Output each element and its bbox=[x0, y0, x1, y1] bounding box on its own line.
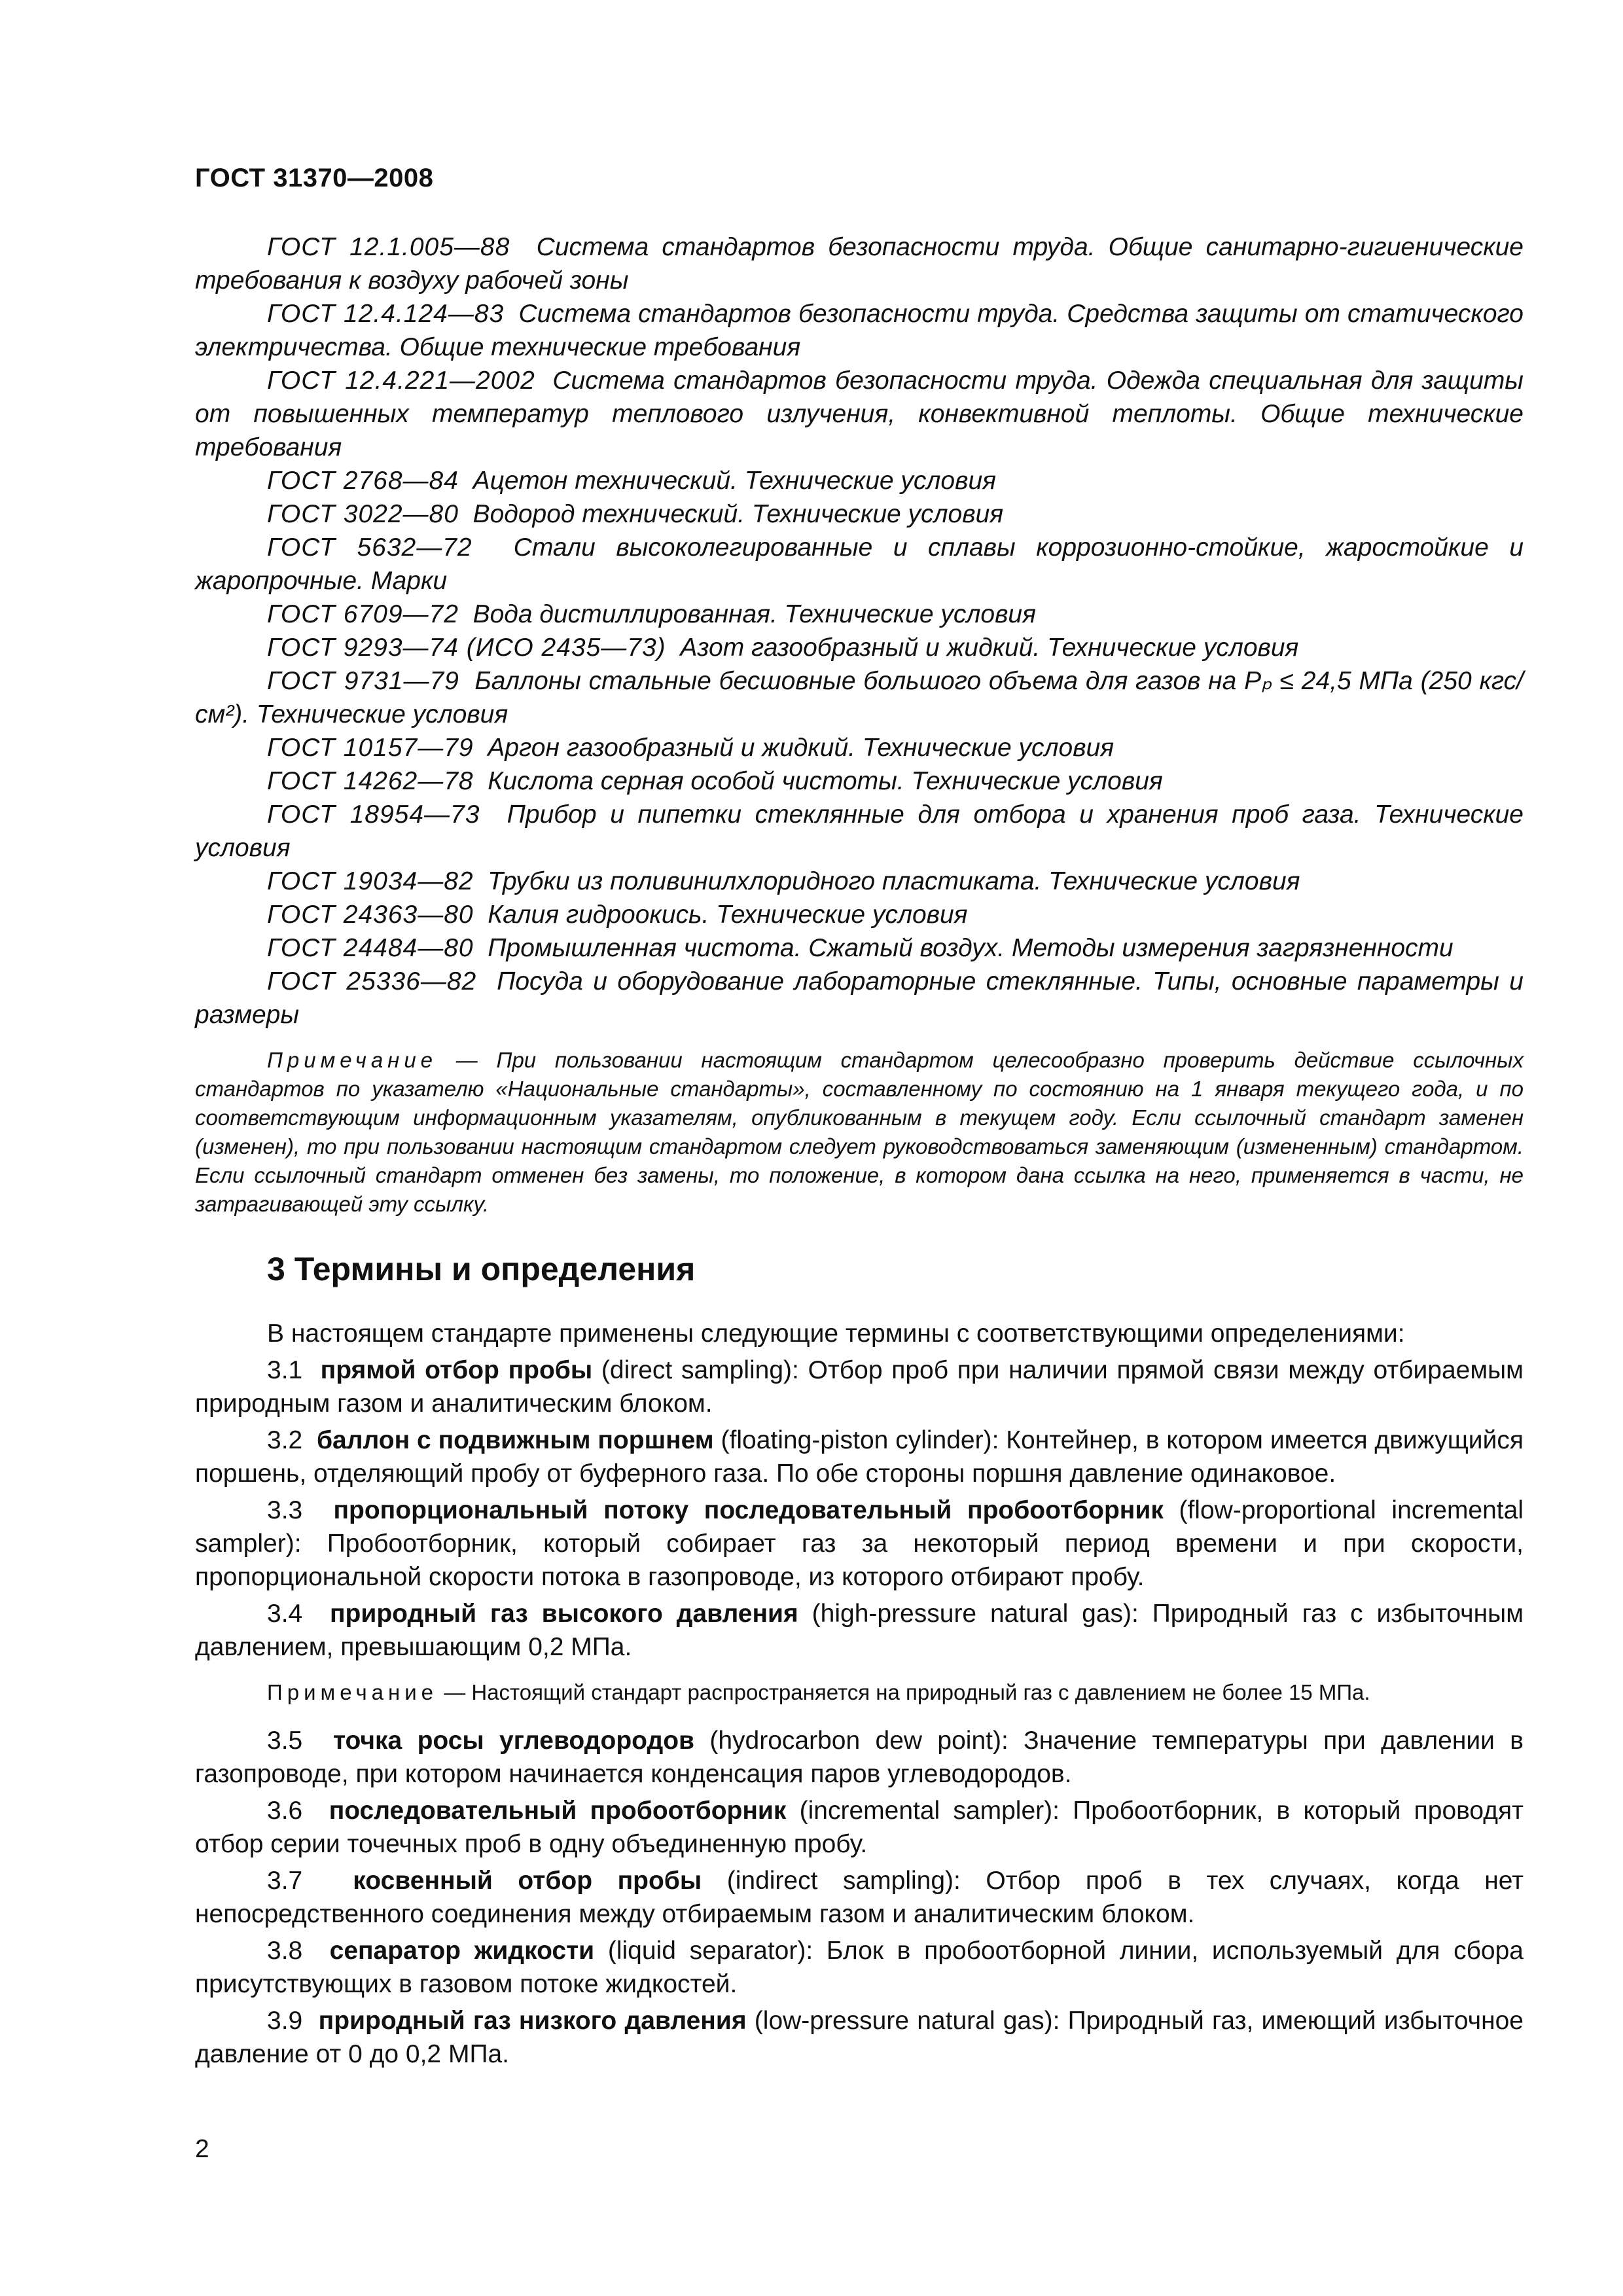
reference-code: ГОСТ 5632—72 bbox=[267, 533, 473, 562]
term-text: (incremental sampler): Пробоотборник, в который проводят отбор серии точечных проб в одну объединенную пробу. bbox=[195, 1797, 1524, 1858]
reference-item bbox=[195, 497, 1524, 531]
reference-code: ГОСТ 6709—72 bbox=[267, 600, 459, 628]
reference-title: Система стандартов безопасности труда. Средства защиты от статического электричества. Общие технические требования bbox=[195, 300, 1524, 361]
term-name: баллон с подвижным поршнем bbox=[316, 1426, 714, 1454]
note-label: Примечание bbox=[267, 1048, 438, 1072]
term-text: (low-pressure natural gas): Природный газ, имеющий избыточное давление от 0 до 0,2 МПа. bbox=[195, 2007, 1524, 2068]
term-number: 3.8 bbox=[267, 1937, 303, 1965]
reference-code: ГОСТ 3022—80 bbox=[267, 500, 459, 528]
reference-code: ГОСТ 10157—79 bbox=[267, 734, 474, 762]
reference-code: ГОСТ 12.4.124—83 bbox=[267, 300, 505, 328]
references-note bbox=[195, 1046, 1524, 1219]
reference-code: ГОСТ 9293—74 (ИСО 2435—73) bbox=[267, 634, 666, 662]
section-title: 3 Термины и определения bbox=[267, 1251, 696, 1287]
document-header: ГОСТ 31370—2008 bbox=[195, 164, 434, 192]
note-text: — Настоящий стандарт распространяется на природный газ с давлением не более 15 МПа. bbox=[444, 1680, 1370, 1704]
reference-title: Система стандартов безопасности труда. Общие санитарно-гигиенические требования к воздуху рабочей зоны bbox=[195, 233, 1524, 295]
reference-item bbox=[195, 931, 1524, 965]
reference-item bbox=[195, 230, 1524, 297]
reference-item bbox=[195, 731, 1524, 764]
reference-code: ГОСТ 19034—82 bbox=[267, 867, 474, 895]
term-definition bbox=[195, 1864, 1524, 1931]
pressure-note bbox=[195, 1678, 1524, 1707]
term-definition bbox=[195, 1794, 1524, 1861]
term-name: сепаратор жидкости bbox=[329, 1937, 595, 1965]
reference-title: Прибор и пипетки стеклянные для отбора и хранения проб газа. Технические условия bbox=[195, 800, 1524, 862]
reference-title: Ацетон технический. Технические условия bbox=[473, 467, 996, 495]
term-text: (hydrocarbon dew point): Значение температуры при давлении в газопроводе, при котором начинается конденсация паров углеводородов. bbox=[195, 1727, 1524, 1788]
reference-item bbox=[195, 965, 1524, 1031]
term-name: прямой отбор пробы bbox=[320, 1356, 593, 1384]
reference-title: Трубки из поливинилхлоридного пластиката. Технические условия bbox=[488, 867, 1300, 895]
reference-title: Промышленная чистота. Сжатый воздух. Методы измерения загрязненности bbox=[488, 934, 1454, 962]
reference-code: ГОСТ 24484—80 bbox=[267, 934, 474, 962]
reference-item bbox=[195, 764, 1524, 798]
term-definition bbox=[195, 1934, 1524, 2001]
term-text: (direct sampling): Отбор проб при наличии прямой связи между отбираемым природным газом и аналитическим блоком. bbox=[195, 1356, 1524, 1418]
term-number: 3.2 bbox=[267, 1426, 303, 1454]
term-number: 3.3 bbox=[267, 1496, 303, 1524]
reference-item bbox=[195, 364, 1524, 464]
reference-code: ГОСТ 24363—80 bbox=[267, 901, 474, 929]
reference-title: Калия гидроокись. Технические условия bbox=[488, 901, 968, 929]
term-text: (floating-piston cylinder): Контейнер, в котором имеется движущийся поршень, отделяющий пробу от буферного газа. По обе стороны поршня давление одинаковое. bbox=[195, 1426, 1524, 1488]
term-text: (high-pressure natural gas): Природный газ с избыточным давлением, превышающим 0,2 МПа. bbox=[195, 1600, 1524, 1661]
reference-code: ГОСТ 14262—78 bbox=[267, 767, 474, 795]
section-intro: В настоящем стандарте применены следующие термины с соответствующими определениями: bbox=[267, 1319, 1405, 1348]
term-definition bbox=[195, 1724, 1524, 1791]
term-definition bbox=[195, 1354, 1524, 1420]
reference-code: ГОСТ 9731—79 bbox=[267, 667, 459, 695]
terms-list bbox=[195, 1317, 1524, 2074]
reference-item bbox=[195, 798, 1524, 865]
reference-code: ГОСТ 25336—82 bbox=[267, 967, 477, 996]
term-name: пропорциональный потоку последовательный пробоотборник bbox=[333, 1496, 1164, 1524]
term-definition bbox=[195, 1494, 1524, 1594]
reference-item bbox=[195, 865, 1524, 898]
reference-title: Азот газообразный и жидкий. Технические условия bbox=[680, 634, 1299, 662]
term-text: (flow-proportional incremental sampler): Пробоотборник, который собирает газ за некоторый период времени и при скорости, пропорциональной скорости потока в газопроводе, из которого отбирают пробу. bbox=[195, 1496, 1524, 1591]
term-definition bbox=[195, 1424, 1524, 1490]
reference-title: Водород технический. Технические условия bbox=[473, 500, 1004, 528]
term-name: косвенный отбор пробы bbox=[353, 1867, 702, 1895]
reference-title: Вода дистиллированная. Технические условия bbox=[473, 600, 1036, 628]
reference-code: ГОСТ 18954—73 bbox=[267, 800, 480, 829]
reference-item bbox=[195, 464, 1524, 497]
term-definition bbox=[195, 1597, 1524, 1664]
reference-item bbox=[195, 631, 1524, 664]
term-number: 3.9 bbox=[267, 2007, 303, 2035]
term-text: (liquid separator): Блок в пробоотборной линии, используемый для сбора присутствующих в газовом потоке жидкостей. bbox=[195, 1937, 1524, 1998]
term-number: 3.6 bbox=[267, 1797, 303, 1825]
term-number: 3.1 bbox=[267, 1356, 303, 1384]
normative-references-list bbox=[195, 230, 1524, 1031]
reference-title: Баллоны стальные бесшовные большого объема для газов на Pₚ ≤ 24,5 МПа (250 кгс/см²). Технические условия bbox=[195, 667, 1524, 728]
term-number: 3.7 bbox=[267, 1867, 303, 1895]
reference-code: ГОСТ 12.1.005—88 bbox=[267, 233, 510, 261]
reference-item bbox=[195, 898, 1524, 931]
term-name: природный газ высокого давления bbox=[329, 1600, 798, 1628]
reference-item bbox=[195, 297, 1524, 364]
term-number: 3.5 bbox=[267, 1727, 303, 1755]
reference-title: Аргон газообразный и жидкий. Технические условия bbox=[488, 734, 1115, 762]
note-text: — При пользовании настоящим стандартом целесообразно проверить действие ссылочных стандартов по указателю «Национальные стандарты», составленному по состоянию на 1 января текущего года, и по соответствующим информационным указателям, опубликованным в текущем году. Если ссылочный стандарт заменен (изменен), то при пользовании настоящим стандартом следует руководствоваться заменяющим (измененным) стандартом. Если ссылочный стандарт отменен без замены, то положение, в котором дана ссылка на него, применяется в части, не затрагивающей эту ссылку. bbox=[195, 1048, 1524, 1216]
term-text: (indirect sampling): Отбор проб в тех случаях, когда нет непосредственного соединения между отбираемым газом и аналитическим блоком. bbox=[195, 1867, 1524, 1928]
reference-title: Стали высоколегированные и сплавы коррозионно-стойкие, жаростойкие и жаропрочные. Марки bbox=[195, 533, 1524, 595]
note-label: Примечание bbox=[267, 1680, 438, 1704]
reference-title: Кислота серная особой чистоты. Технические условия bbox=[488, 767, 1163, 795]
reference-title: Система стандартов безопасности труда. Одежда специальная для защиты от повышенных температур теплового излучения, конвективной теплоты. Общие технические требования bbox=[195, 367, 1524, 461]
term-number: 3.4 bbox=[267, 1600, 303, 1628]
reference-code: ГОСТ 12.4.221—2002 bbox=[267, 367, 535, 395]
reference-item bbox=[195, 664, 1524, 731]
term-name: природный газ низкого давления bbox=[318, 2007, 747, 2035]
term-definition bbox=[195, 2004, 1524, 2071]
reference-item bbox=[195, 531, 1524, 598]
reference-item bbox=[195, 598, 1524, 631]
term-name: точка росы углеводородов bbox=[332, 1727, 695, 1755]
term-name: последовательный пробоотборник bbox=[329, 1797, 787, 1825]
reference-code: ГОСТ 2768—84 bbox=[267, 467, 459, 495]
page-number: 2 bbox=[195, 2135, 209, 2163]
reference-title: Посуда и оборудование лабораторные стеклянные. Типы, основные параметры и размеры bbox=[195, 967, 1524, 1029]
